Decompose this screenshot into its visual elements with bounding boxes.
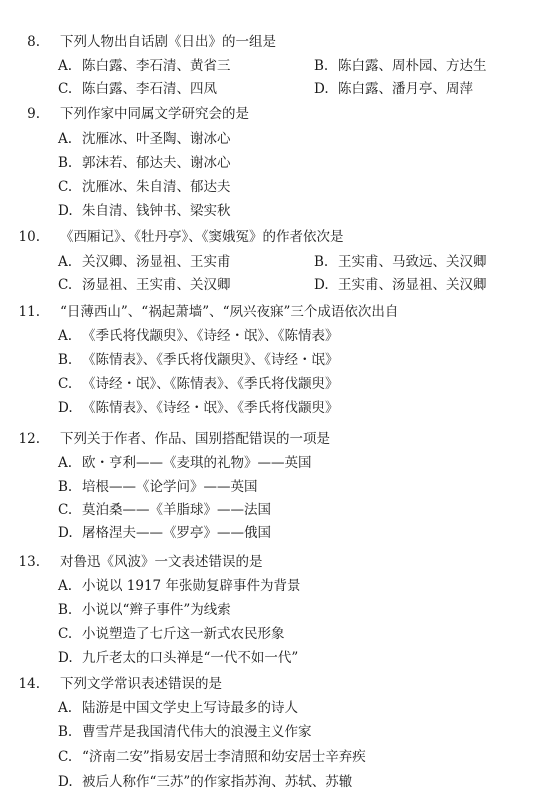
option-text: 被后人称作“三苏”的作家指苏洵、苏轼、苏辙 <box>82 774 353 790</box>
option-text: 《季氏将伐颛臾》、《诗经・氓》、《陈情表》 <box>82 328 339 344</box>
option-text: 沈雁冰、朱自清、郁达夫 <box>82 179 231 195</box>
option-text: “济南二安”指易安居士李清照和幼安居士辛弃疾 <box>82 749 366 765</box>
option-text: 朱自清、钱钟书、梁实秋 <box>82 203 231 219</box>
question-number: 9. <box>27 106 40 122</box>
option-d <box>58 527 271 541</box>
option-d <box>314 279 487 293</box>
option-letter: C. <box>58 81 73 97</box>
question-number: 8. <box>27 34 40 50</box>
option-text: 欧・亨利——《麦琪的礼物》——英国 <box>82 455 312 471</box>
option-c <box>58 751 366 765</box>
option-b <box>314 256 487 270</box>
option-text: 《陈情表》、《诗经・氓》、《季氏将伐颛臾》 <box>82 400 339 416</box>
question-number: 13. <box>18 554 40 570</box>
option-letter: C. <box>58 179 73 195</box>
option-text: 关汉卿、汤显祖、王实甫 <box>82 254 231 270</box>
option-letter: C. <box>58 376 73 392</box>
option-letter: D. <box>58 525 73 541</box>
option-letter: B. <box>58 602 73 618</box>
option-a <box>58 580 300 594</box>
option-letter: B. <box>314 58 329 74</box>
option-c <box>58 181 231 195</box>
option-a <box>58 256 231 270</box>
option-text: 王实甫、马致远、关汉卿 <box>338 254 487 270</box>
option-c <box>58 628 285 642</box>
option-text: 陈白露、李石清、四凤 <box>82 81 217 97</box>
question-number: 12. <box>18 431 40 447</box>
option-letter: C. <box>58 502 73 518</box>
option-text: 陆游是中国文学史上写诗最多的诗人 <box>82 700 298 716</box>
option-b <box>58 481 258 495</box>
option-letter: A. <box>58 58 73 74</box>
question-number: 14. <box>18 676 40 692</box>
option-text: 郭沫若、郁达夫、谢冰心 <box>82 155 231 171</box>
option-letter: D. <box>314 277 329 293</box>
option-text: 九斤老太的口头禅是“一代不如一代” <box>82 650 299 666</box>
option-c <box>58 83 217 97</box>
option-text: 陈白露、潘月亭、周萍 <box>338 81 473 97</box>
option-c <box>58 279 231 293</box>
option-letter: C. <box>58 277 73 293</box>
option-letter: B. <box>58 155 73 171</box>
option-text: 《陈情表》、《季氏将伐颛臾》、《诗经・氓》 <box>82 352 339 368</box>
question-stem: 对鲁迅《风波》一文表述错误的是 <box>60 554 263 570</box>
option-text: 陈白露、周朴园、方达生 <box>338 58 487 74</box>
option-letter: D. <box>58 203 73 219</box>
option-a <box>58 330 339 344</box>
option-letter: B. <box>58 479 73 495</box>
option-text: 《诗经・氓》、《陈情表》、《季氏将伐颛臾》 <box>82 376 339 392</box>
option-text: 培根——《论学问》——英国 <box>82 479 258 495</box>
option-letter: B. <box>58 352 73 368</box>
option-d <box>58 776 352 790</box>
option-a <box>58 702 298 716</box>
option-d <box>58 402 339 416</box>
option-letter: D. <box>58 400 73 416</box>
option-a <box>58 457 312 471</box>
option-b <box>314 60 487 74</box>
question-stem: “日薄西山”、“祸起萧墙”、“夙兴夜寐”三个成语依次出自 <box>60 304 399 320</box>
question-number: 10. <box>18 229 40 245</box>
option-letter: A. <box>58 700 73 716</box>
option-text: 汤显祖、王实甫、关汉卿 <box>82 277 231 293</box>
option-c <box>58 504 271 518</box>
option-d <box>58 205 231 219</box>
option-letter: D. <box>58 774 73 790</box>
option-letter: A. <box>58 578 73 594</box>
option-text: 莫泊桑——《羊脂球》——法国 <box>82 502 271 518</box>
option-letter: B. <box>58 724 73 740</box>
option-text: 屠格涅夫——《罗亭》——俄国 <box>82 525 271 541</box>
option-a <box>58 60 231 74</box>
question-stem: 下列人物出自话剧《日出》的一组是 <box>60 34 276 50</box>
question-stem: 《西厢记》、《牡丹亭》、《窦娥冤》的作者依次是 <box>60 229 344 245</box>
option-d <box>58 652 298 666</box>
option-text: 沈雁冰、叶圣陶、谢冰心 <box>82 131 231 147</box>
question-stem: 下列关于作者、作品、国别搭配错误的一项是 <box>60 431 330 447</box>
option-letter: A. <box>58 131 73 147</box>
option-d <box>314 83 473 97</box>
option-letter: A. <box>58 328 73 344</box>
option-a <box>58 133 231 147</box>
option-b <box>58 354 339 368</box>
option-b <box>58 604 231 618</box>
option-letter: D. <box>58 650 73 666</box>
question-number: 11. <box>18 304 40 320</box>
option-text: 小说塑造了七斤这一新式农民形象 <box>82 626 285 642</box>
option-letter: A. <box>58 254 73 270</box>
option-letter: D. <box>314 81 329 97</box>
option-text: 小说以“辫子事件”为线索 <box>82 602 231 618</box>
option-letter: A. <box>58 455 73 471</box>
option-text: 陈白露、李石清、黄省三 <box>82 58 231 74</box>
option-c <box>58 378 339 392</box>
option-b <box>58 726 312 740</box>
option-letter: C. <box>58 749 73 765</box>
option-text: 小说以 1917 年张勋复辟事件为背景 <box>82 578 301 594</box>
option-text: 王实甫、汤显祖、关汉卿 <box>338 277 487 293</box>
question-stem: 下列文学常识表述错误的是 <box>60 676 222 692</box>
option-b <box>58 157 231 171</box>
question-stem: 下列作家中同属文学研究会的是 <box>60 106 249 122</box>
option-text: 曹雪芹是我国清代伟大的浪漫主义作家 <box>82 724 312 740</box>
option-letter: C. <box>58 626 73 642</box>
option-letter: B. <box>314 254 329 270</box>
